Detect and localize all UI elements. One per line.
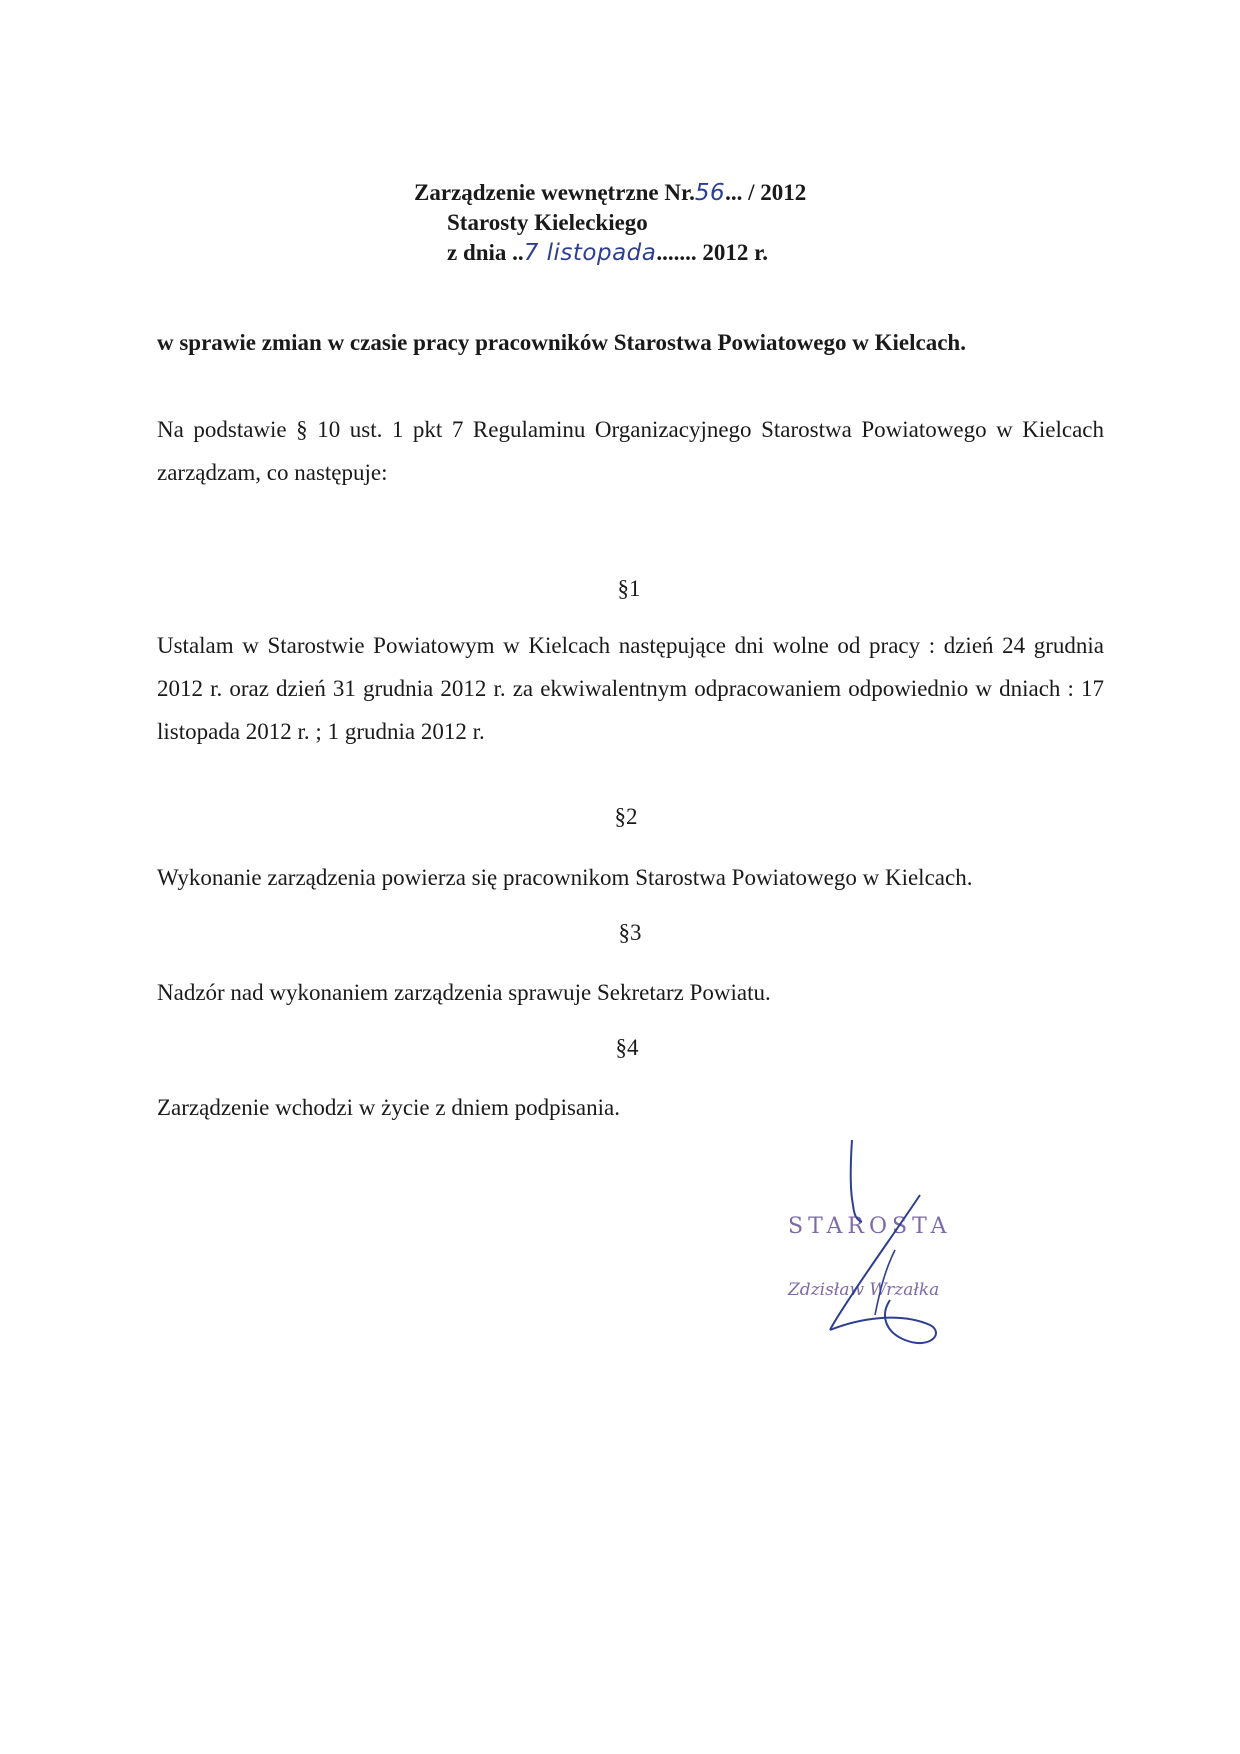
handwritten-signature <box>780 1130 1020 1350</box>
stamp-title: STAROSTA <box>788 1214 952 1239</box>
section-3-mark: §3 <box>618 920 642 945</box>
issuer-line: Starosty Kieleckiego <box>447 210 648 235</box>
section-4-text: Zarządzenie wchodzi w życie z dniem podpisania. <box>157 1095 620 1120</box>
title-suffix: ... / 2012 <box>725 180 807 205</box>
section-4-mark: §4 <box>615 1035 639 1060</box>
intro-paragraph: Na podstawie § 10 ust. 1 pkt 7 Regulaminu Organizacyjnego Starostwa Powiatowego w Kielcach zarządzam, co następuje: <box>157 417 1104 485</box>
date-prefix: z dnia .. <box>447 240 524 265</box>
title-prefix: Zarządzenie wewnętrzne Nr. <box>414 180 695 205</box>
handwritten-date: 7 listopada <box>523 240 657 266</box>
official-stamp <box>780 1130 1020 1350</box>
stamp-name: Zdzisław Wrzałka <box>788 1280 940 1300</box>
section-1-mark: §1 <box>617 576 641 601</box>
date-line <box>447 238 806 268</box>
document-header <box>414 178 806 268</box>
section-2-text: Wykonanie zarządzenia powierza się pracownikom Starostwa Powiatowego w Kielcach. <box>157 865 973 890</box>
handwritten-number: 56 <box>694 180 726 206</box>
section-1-text: Ustalam w Starostwie Powiatowym w Kielcach następujące dni wolne od pracy : dzień 24 grudnia 2012 r. oraz dzień 31 grudnia 2012 r. za ekwiwalentnym odpracowaniem odpowiednio w dniach : 17 listopada 2012 r. ; 1 grudnia 2012 r. <box>157 633 1104 744</box>
title-line <box>414 178 806 208</box>
date-suffix: ....... 2012 r. <box>656 240 768 265</box>
section-3-text: Nadzór nad wykonaniem zarządzenia sprawuje Sekretarz Powiatu. <box>157 980 771 1005</box>
document-subject: w sprawie zmian w czasie pracy pracowników Starostwa Powiatowego w Kielcach. <box>157 330 966 355</box>
section-2-mark: §2 <box>614 804 638 829</box>
